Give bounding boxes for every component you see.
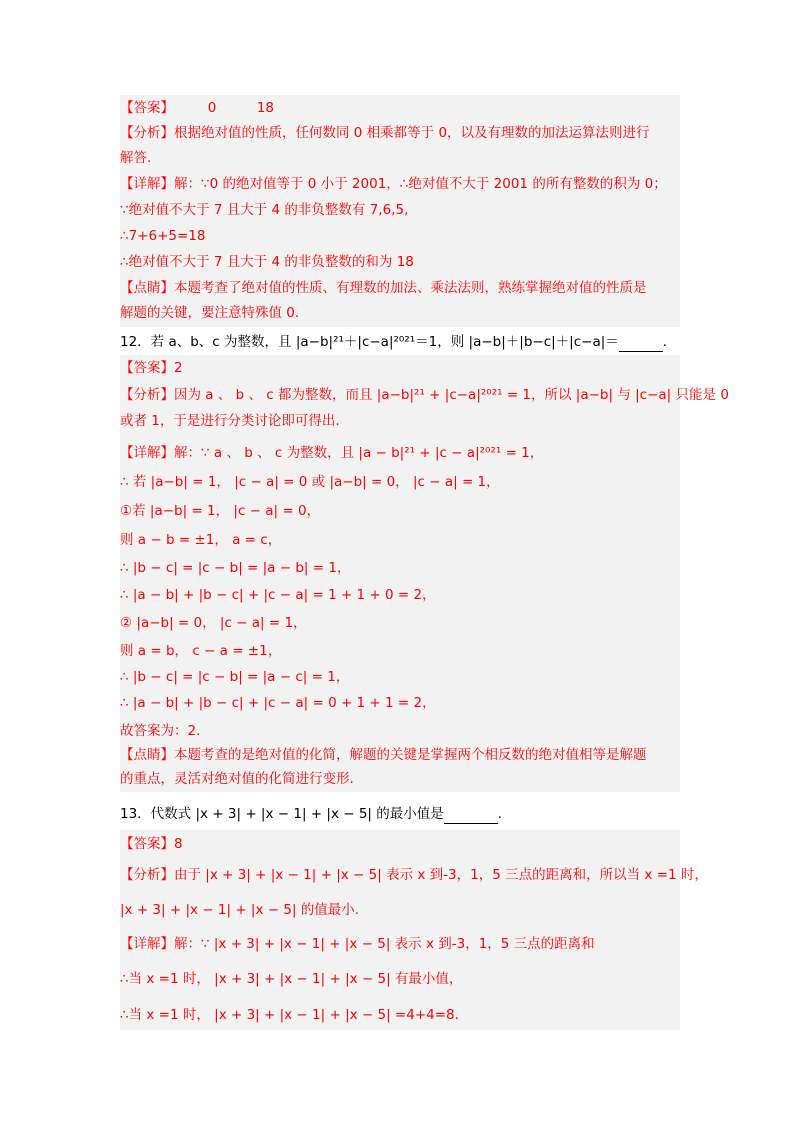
solution-line: ∴ |b − c| = |c − b| = |a − b| = 1，	[120, 560, 351, 576]
question-13-end: .	[497, 806, 503, 822]
solution-line: ∴当 x =1 时， |x + 3| + |x − 1| + |x − 5| =4+4=8.	[120, 1007, 459, 1023]
solution-line: 则 a = b， c − a = ±1，	[120, 643, 282, 659]
solution-line: ∴当 x =1 时， |x + 3| + |x − 1| + |x − 5| 有最小值，	[120, 971, 463, 987]
solution-line: ∴ 若 |a−b| = 1， |c − a| = 0 或 |a−b| = 0， |c − a| = 1，	[120, 474, 500, 490]
question-13-text: 13．代数式 |x + 3| + |x − 1| + |x − 5| 的最小值是	[120, 806, 444, 822]
comment-line: 【点睛】本题考查了绝对值的性质、有理数的加法、乘法法则，熟练掌握绝对值的性质是	[120, 280, 647, 296]
solution-line: 则 a − b = ±1， a = c，	[120, 532, 282, 548]
solution-line: ∴7+6+5=18	[120, 228, 206, 244]
analysis-line: 【分析】因为 a 、 b 、 c 都为整数，而且 |a−b|²¹ + |c−a|²⁰²¹ = 1，所以 |a−b| 与 |c−a| 只能是 0	[120, 387, 729, 403]
solution-line: ①若 |a−b| = 1， |c − a| = 0，	[120, 503, 321, 519]
answer-block-13	[120, 830, 708, 1030]
answer-blank	[444, 805, 498, 824]
solution-line: ∴ |a − b| + |b − c| + |c − a| = 1 + 1 + 0 = 2，	[120, 587, 436, 603]
question-12-end: ．	[662, 334, 677, 350]
solution-line: 【详解】解：∵0 的绝对值等于 0 小于 2001，∴绝对值不大于 2001 的所有整数的积为 0；	[120, 176, 667, 192]
comment-line: 解题的关键，要注意特殊值 0.	[120, 305, 300, 321]
answer-line: 【答案】8	[120, 836, 183, 852]
analysis-line: 【分析】由于 |x + 3| + |x − 1| + |x − 5| 表示 x 到-3，1，5 三点的距离和，所以当 x =1 时，	[120, 867, 708, 883]
question-12	[120, 333, 676, 352]
answer-block-12	[120, 355, 729, 792]
answer-line: 【答案】2	[120, 360, 183, 376]
answer-blank	[619, 333, 663, 352]
analysis-line: 解答.	[120, 150, 152, 166]
solution-line: ∴ |b − c| = |c − b| = |a − c| = 1，	[120, 669, 350, 685]
analysis-line: 或者 1，于是进行分类讨论即可得出.	[120, 413, 340, 429]
answer-block-11	[120, 95, 680, 327]
question-13	[120, 805, 502, 824]
analysis-line: 【分析】根据绝对值的性质，任何数同 0 相乘都等于 0，以及有理数的加法运算法则进行	[120, 125, 650, 141]
comment-line: 的重点，灵活对绝对值的化简进行变形.	[120, 771, 354, 787]
solution-line: ∴绝对值不大于 7 且大于 4 的非负整数的和为 18	[120, 254, 414, 270]
solution-line: ② |a−b| = 0， |c − a| = 1，	[120, 615, 307, 631]
comment-line: 【点睛】本题考查的是绝对值的化简，解题的关键是掌握两个相反数的绝对值相等是解题	[120, 747, 647, 763]
analysis-line: |x + 3| + |x − 1| + |x − 5| 的值最小.	[120, 902, 360, 918]
solution-line: 故答案为：2.	[120, 723, 201, 739]
answer-line: 【答案】 0 18	[120, 100, 275, 116]
solution-line: 【详解】解：∵ a 、 b 、 c 为整数，且 |a − b|²¹ + |c − a|²⁰²¹ = 1，	[120, 445, 544, 461]
solution-line: ∵绝对值不大于 7 且大于 4 的非负整数有 7,6,5,	[120, 202, 409, 218]
solution-line: 【详解】解：∵ |x + 3| + |x − 1| + |x − 5| 表示 x 到-3，1，5 三点的距离和	[120, 936, 595, 952]
solution-line: ∴ |a − b| + |b − c| + |c − a| = 0 + 1 + 1 = 2，	[120, 695, 436, 711]
question-12-text: 12．若 a、b、c 为整数，且 |a−b|²¹＋|c−a|²⁰²¹＝1，则 |a−b|＋|b−c|＋|c−a|＝	[120, 334, 619, 350]
